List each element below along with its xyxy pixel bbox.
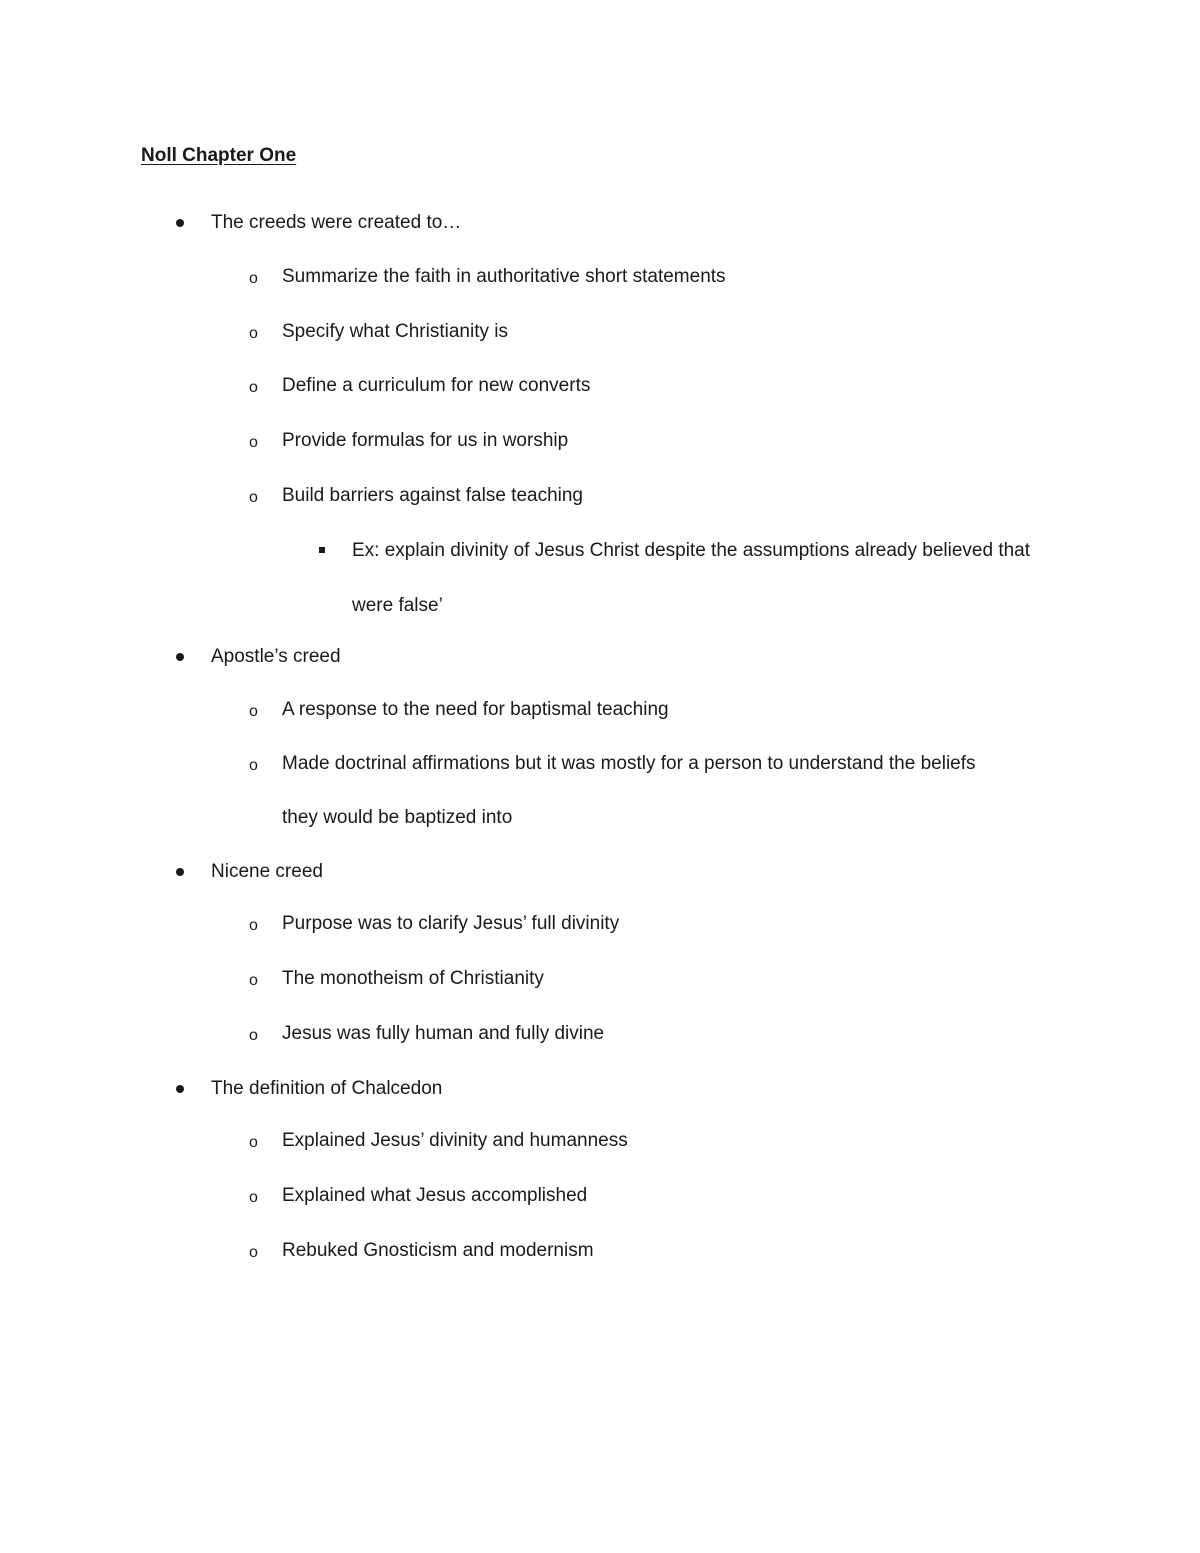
page-title: Noll Chapter One — [141, 145, 297, 166]
list-item-level-2: Purpose was to clarify Jesus’ full divinity — [282, 913, 620, 934]
bullet-circle-icon: o — [249, 1189, 258, 1206]
bullet-circle-icon: o — [249, 1134, 258, 1151]
bullet-circle-icon: o — [249, 325, 258, 342]
list-item-level-2: Provide formulas for us in worship — [282, 430, 569, 451]
list-item-level-2: Jesus was fully human and fully divine — [282, 1023, 605, 1044]
list-item-level-2: Made doctrinal affirmations but it was mostly for a person to understand the beliefs — [282, 753, 976, 774]
list-item-level-2: Build barriers against false teaching — [282, 485, 584, 506]
list-item-level-2: Rebuked Gnosticism and modernism — [282, 1240, 594, 1261]
list-item-level-1: The creeds were created to… — [211, 212, 462, 233]
list-item-level-2: Specify what Christianity is — [282, 321, 508, 342]
bullet-circle-icon: o — [249, 917, 258, 934]
bullet-circle-icon: o — [249, 379, 258, 396]
list-item-level-2: The monotheism of Christianity — [282, 968, 544, 989]
bullet-disc-icon — [176, 219, 184, 227]
list-item-continuation: were false’ — [352, 595, 443, 616]
bullet-disc-icon — [176, 868, 184, 876]
list-item-level-2: Summarize the faith in authoritative short statements — [282, 266, 726, 287]
bullet-circle-icon: o — [249, 703, 258, 720]
bullet-disc-icon — [176, 1085, 184, 1093]
list-item-continuation: they would be baptized into — [282, 807, 513, 828]
list-item-level-2: Define a curriculum for new converts — [282, 375, 591, 396]
bullet-circle-icon: o — [249, 757, 258, 774]
bullet-square-icon — [319, 547, 325, 553]
bullet-circle-icon: o — [249, 972, 258, 989]
list-item-level-2: A response to the need for baptismal teaching — [282, 699, 669, 720]
list-item-level-2: Explained what Jesus accomplished — [282, 1185, 588, 1206]
bullet-circle-icon: o — [249, 434, 258, 451]
bullet-disc-icon — [176, 653, 184, 661]
list-item-level-1: The definition of Chalcedon — [211, 1078, 443, 1099]
bullet-circle-icon: o — [249, 489, 258, 506]
bullet-circle-icon: o — [249, 270, 258, 287]
list-item-level-1: Apostle’s creed — [211, 646, 341, 667]
bullet-circle-icon: o — [249, 1244, 258, 1261]
list-item-level-1: Nicene creed — [211, 861, 323, 882]
list-item-level-3: Ex: explain divinity of Jesus Christ despite the assumptions already believed that — [352, 540, 1031, 561]
list-item-level-2: Explained Jesus’ divinity and humanness — [282, 1130, 628, 1151]
bullet-circle-icon: o — [249, 1027, 258, 1044]
